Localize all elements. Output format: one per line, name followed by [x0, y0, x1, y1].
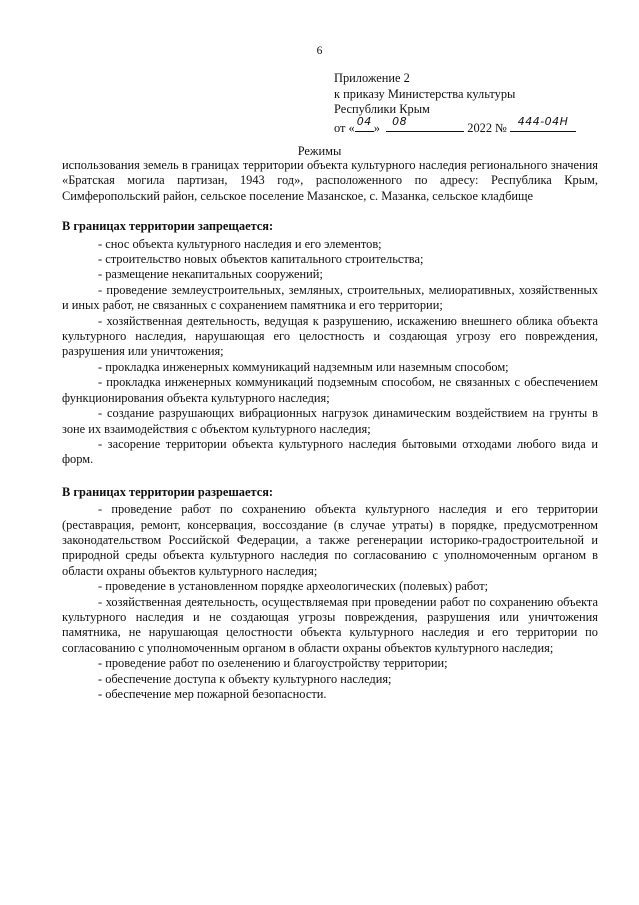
- prohibited-item: - прокладка инженерных коммуникаций подземным способом, не связанных с обеспечением функционирования объекта культурного наследия;: [62, 375, 598, 405]
- month-blank: [386, 115, 464, 132]
- handwritten-month: 08: [392, 115, 408, 129]
- permitted-heading: В границах территории разрешается:: [62, 484, 274, 499]
- intro-paragraph: [62, 158, 598, 204]
- prohibited-item: - хозяйственная деятельность, ведущая к разрушению, искажению внешнего облика объекта культурного наследия, нарушающая его целостность и создающая угрозу его повреждения, разрушения или уничтожения;: [62, 313, 598, 359]
- permitted-item: - обеспечение мер пожарной безопасности.: [98, 687, 327, 701]
- permitted-item: - обеспечение доступа к объекту культурного наследия;: [98, 671, 392, 686]
- order-reference: к приказу Министерства культуры: [334, 86, 516, 101]
- order-date-line: [334, 115, 604, 137]
- number-blank: [510, 115, 576, 132]
- prohibited-item: - снос объекта культурного наследия и его элементов;: [98, 236, 382, 251]
- prohibited-item: - строительство новых объектов капитального строительства;: [98, 252, 424, 267]
- permitted-item: - хозяйственная деятельность, осуществляемая при проведении работ по сохранению объекта культурного наследия и не создающая угрозы повреждения, разрушения или уничтожения памятника, не нарушающая целостности объекта культурного наследия и его территории по согласованию с уполномоченным органом в области охраны объектов культурного наследия;: [62, 594, 598, 655]
- appendix-header: [334, 71, 604, 136]
- prohibited-heading: В границах территории запрещается:: [62, 219, 274, 234]
- prohibited-item: - засорение территории объекта культурного наследия бытовыми отходами любого вида и форм.: [62, 436, 598, 467]
- permitted-list: [62, 502, 598, 702]
- prohibited-item: - прокладка инженерных коммуникаций надземным или наземным способом;: [98, 359, 509, 374]
- prohibited-list: [62, 237, 598, 468]
- document-title: Режимы: [297, 144, 342, 158]
- appendix-label: Приложение 2: [334, 71, 410, 85]
- prohibited-item: - создание разрушающих вибрационных нагрузок динамическим воздействием на грунты в зоне их взаимодействия с объектом культурного наследия;: [62, 406, 598, 436]
- year-number-label: 2022 №: [467, 120, 507, 135]
- date-prefix: от «: [334, 120, 355, 135]
- permitted-item: - проведение работ по озеленению и благоустройству территории;: [98, 656, 448, 671]
- permitted-item: - проведение работ по сохранению объекта культурного наследия и его территории (реставрация, ремонт, консервация, воссоздание (в случае утраты) в порядке, предусмотренном законодательством Российской Федерации, а также регенерации историко-градостроительной и природной среды объекта культурного наследия по согласованию с уполномоченным органом в области охраны объектов культурного наследия;: [62, 502, 598, 578]
- date-quote-close: »: [373, 120, 380, 135]
- intro-text: использования земель в границах территории объекта культурного наследия регионального значения «Братская могила партизан, 1943 год», расположенного по адресу: Республика Крым, Симферопольский район, сельское поселение Мазанское, с. Мазанка, сельское кладбище: [62, 158, 598, 203]
- prohibited-item: - проведение землеустроительных, земляных, строительных, мелиоративных, хозяйственных и иных работ, не связанных с сохранением памятника и его территории;: [62, 282, 598, 313]
- republic-name: Республики Крым: [334, 102, 430, 117]
- handwritten-day: 04: [356, 115, 372, 129]
- page-number: 6: [316, 45, 323, 57]
- document-body: [62, 158, 598, 702]
- prohibited-item: - размещение некапитальных сооружений;: [98, 267, 323, 282]
- handwritten-number: 444-04Н: [517, 115, 569, 129]
- permitted-item: - проведение в установленном порядке археологических (полевых) работ;: [98, 579, 489, 594]
- day-blank: [355, 115, 374, 132]
